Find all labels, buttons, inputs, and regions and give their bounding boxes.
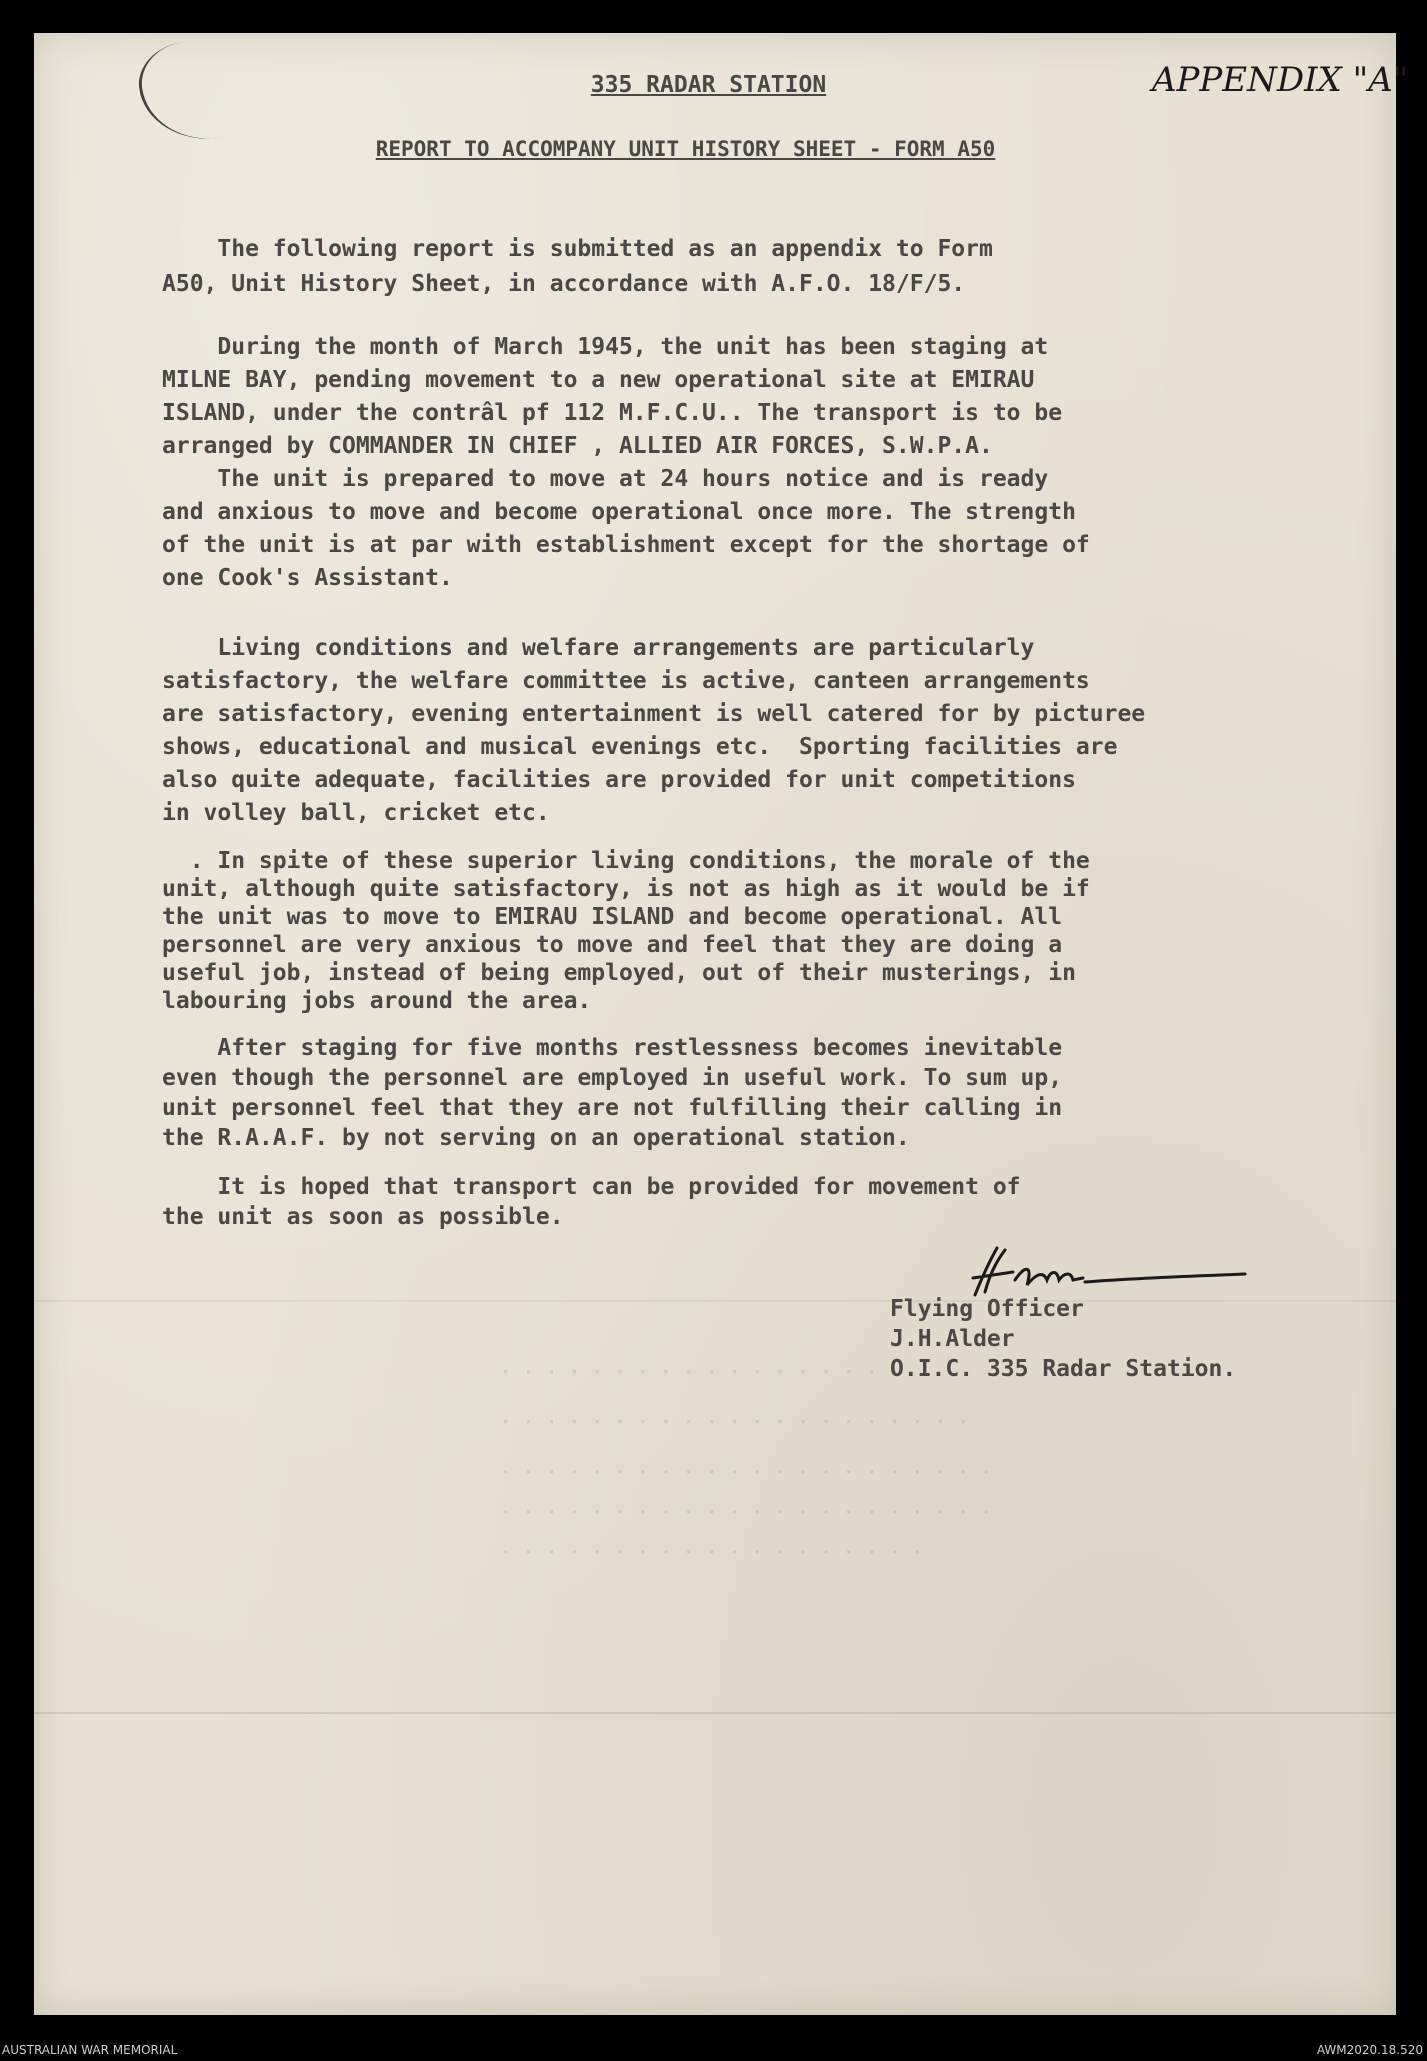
text-line: the unit was to move to EMIRAU ISLAND and become operational. All [162,904,1063,930]
text-line: labouring jobs around the area. [162,988,592,1014]
text-line: During the month of March 1945, the unit has been staging at [162,334,1049,360]
bleed-through-line: · · · · · · · · · · · · · · · · · · · · · · [500,1500,992,1522]
text-line: in volley ball, cricket etc. [162,800,550,826]
text-line: The following report is submitted as an appendix to Form [162,236,993,262]
paragraph-6 [162,1172,1021,1232]
text-line: Living conditions and welfare arrangements are particularly [162,635,1035,661]
text-line: MILNE BAY, pending movement to a new operational site at EMIRAU [162,367,1035,393]
signer-rank: Flying Officer [890,1296,1084,1322]
text-line: the unit as soon as possible. [162,1204,564,1230]
paragraph-4 [162,847,1090,1015]
text-line: arranged by COMMANDER IN CHIEF , ALLIED AIR FORCES, S.W.P.A. [162,433,993,459]
text-line: even though the personnel are employed in useful work. To sum up, [162,1065,1063,1091]
footer-institution: AUSTRALIAN WAR MEMORIAL [2,2043,178,2057]
document-subtitle: REPORT TO ACCOMPANY UNIT HISTORY SHEET - FORM A50 [375,137,996,161]
text-line: The unit is prepared to move at 24 hours notice and is ready [162,466,1049,492]
document-title: 335 RADAR STATION [590,72,827,98]
bleed-through-line: · · · · · · · · · · · · · · · · · · · · · · [500,1460,992,1482]
paragraph-1 [162,232,993,302]
paragraph-5 [162,1033,1062,1153]
text-line: the R.A.A.F. by not serving on an operational station. [162,1125,910,1151]
signer-position: O.I.C. 335 Radar Station. [890,1356,1237,1382]
bleed-through-line: · · · · · · · · · · · · · · · · · · · · · [500,1410,969,1432]
text-line: ISLAND, under the contrâl pf 112 M.F.C.U.. The transport is to be [162,400,1063,426]
footer-catalogue-id: AWM2020.18.520 [1316,2043,1423,2057]
text-line: personnel are very anxious to move and feel that they are doing a [162,932,1063,958]
text-line: unit, although quite satisfactory, is not as high as it would be if [162,876,1090,902]
paragraph-3 [162,632,1145,830]
fold-crease [34,1712,1396,1714]
signer-name: J.H.Alder [890,1326,1015,1352]
bleed-through-line: · · · · · · · · · · · · · · · · · · · [500,1540,924,1562]
bleed-through-line: · · · · · · · · · · · · · · · · · · [500,1360,901,1382]
text-line: After staging for five months restlessness becomes inevitable [162,1035,1063,1061]
signature-block [890,1294,1236,1384]
text-line: are satisfactory, evening entertainment is well catered for by picturee [162,701,1146,727]
text-line: useful job, instead of being employed, out of their musterings, in [162,960,1076,986]
text-line: of the unit is at par with establishment except for the shortage of [162,532,1090,558]
text-line: It is hoped that transport can be provided for movement of [162,1174,1021,1200]
text-line: satisfactory, the welfare committee is active, canteen arrangements [162,668,1090,694]
paragraph-2 [162,331,1090,595]
text-line: one Cook's Assistant. [162,565,453,591]
appendix-annotation: APPENDIX "A" [1152,60,1409,100]
text-line: shows, educational and musical evenings etc. Sporting facilities are [162,734,1118,760]
text-line: and anxious to move and become operational once more. The strength [162,499,1076,525]
text-line: also quite adequate, facilities are provided for unit competitions [162,767,1076,793]
text-line: A50, Unit History Sheet, in accordance with A.F.O. 18/F/5. [162,271,966,297]
text-line: unit personnel feel that they are not fulfilling their calling in [162,1095,1063,1121]
text-line: . In spite of these superior living conditions, the morale of the [162,848,1090,874]
